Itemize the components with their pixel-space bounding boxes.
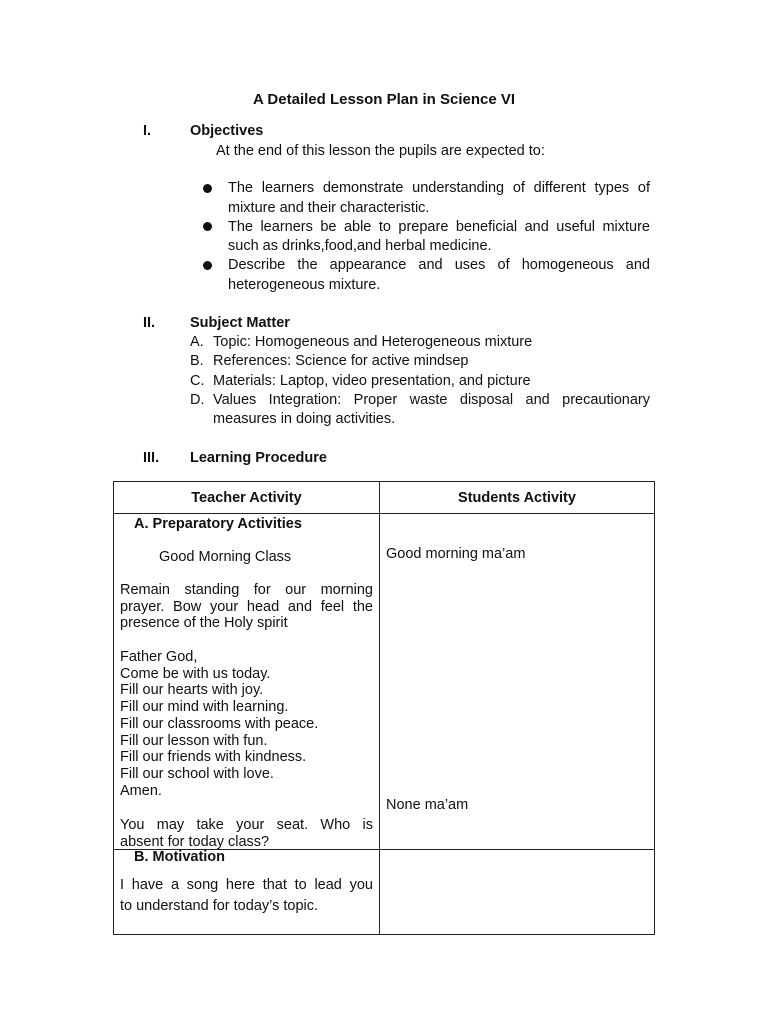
objective-bullet-1-line2: mixture and their characteristic.: [228, 200, 430, 216]
subject-item-text: Materials: Laptop, video presentation, and picture: [213, 373, 531, 389]
motivation-heading: B. Motivation: [134, 849, 226, 865]
prayer-instruction: [120, 582, 373, 632]
prayer-line: Amen.: [120, 782, 162, 799]
objective-bullet-2-line1: The learners be able to prepare beneficial and useful mixture: [228, 219, 650, 235]
teacher-cell-motivation: [114, 850, 380, 935]
procedure-numeral: III.: [143, 450, 160, 466]
preparatory-heading: A. Preparatory Activities: [134, 516, 302, 532]
subject-matter-heading: Subject Matter: [190, 315, 290, 331]
subject-item-text: Topic: Homogeneous and Heterogeneous mixture: [213, 334, 533, 350]
prayer-line: Fill our mind with learning.: [120, 699, 289, 716]
instruction-line: prayer. Bow your head and feel the: [120, 598, 373, 615]
table-row-motivation: [114, 850, 655, 935]
subject-item-letter: C.: [190, 373, 205, 389]
prayer-line: Fill our school with love.: [120, 765, 274, 782]
subject-item-letter: D.: [190, 392, 205, 408]
subject-matter-numeral: II.: [143, 315, 156, 331]
subject-item-text-continued: measures in doing activities.: [213, 411, 396, 427]
seat-instruction: [120, 817, 373, 850]
students-activity-header: Students Activity: [380, 482, 655, 514]
objective-bullet-3-line1: Describe the appearance and uses of homogeneous and: [228, 257, 650, 273]
prayer-line: Come be with us today.: [120, 665, 271, 682]
motivation-text: [120, 875, 373, 917]
instruction-line: Remain standing for our morning: [120, 582, 373, 598]
prayer-line: Father God,: [120, 649, 198, 665]
prayer-text: [120, 649, 373, 799]
table-header-row: [114, 482, 655, 514]
bullet-dot-icon: [203, 184, 212, 193]
students-cell-motivation: [380, 850, 655, 935]
seat-line: absent for today class?: [120, 833, 270, 850]
seat-line: You may take your seat. Who is: [120, 817, 373, 833]
teacher-greeting: Good Morning Class: [159, 549, 292, 565]
bullet-dot-icon: [203, 222, 212, 231]
prayer-line: Fill our hearts with joy.: [120, 682, 264, 699]
motivation-line: to understand for today’s topic.: [120, 898, 319, 914]
teacher-cell-preparatory: [114, 514, 380, 850]
procedure-table: [113, 481, 655, 935]
instruction-line: presence of the Holy spirit: [120, 615, 288, 632]
procedure-heading: Learning Procedure: [190, 450, 327, 466]
bullet-dot-icon: [203, 261, 212, 270]
subject-item-letter: B.: [190, 353, 204, 369]
objective-bullet-3-line2: heterogeneous mixture.: [228, 277, 381, 293]
page-title: A Detailed Lesson Plan in Science VI: [252, 91, 516, 108]
prayer-line: Fill our friends with kindness.: [120, 749, 307, 766]
prayer-line: Fill our classrooms with peace.: [120, 715, 319, 732]
subject-item-letter: A.: [190, 334, 204, 350]
teacher-activity-header: Teacher Activity: [114, 482, 380, 514]
objectives-intro: At the end of this lesson the pupils are expected to:: [216, 143, 545, 159]
objective-bullet-1-line1: The learners demonstrate understanding of different types of: [228, 180, 650, 196]
subject-item-text: References: Science for active mindsep: [213, 353, 469, 369]
motivation-line: I have a song here that to lead you: [120, 877, 373, 893]
student-absent-reply: None ma’am: [386, 797, 469, 813]
subject-item-text: Values Integration: Proper waste disposal and precautionary: [213, 392, 650, 408]
objective-bullet-2-line2: such as drinks,food,and herbal medicine.: [228, 238, 492, 254]
prayer-line: Fill our lesson with fun.: [120, 732, 268, 749]
student-greeting: Good morning ma’am: [386, 546, 526, 562]
students-cell-preparatory: [380, 514, 655, 850]
objectives-numeral: I.: [143, 123, 152, 139]
objectives-heading: Objectives: [190, 123, 264, 139]
table-row-preparatory: [114, 514, 655, 850]
